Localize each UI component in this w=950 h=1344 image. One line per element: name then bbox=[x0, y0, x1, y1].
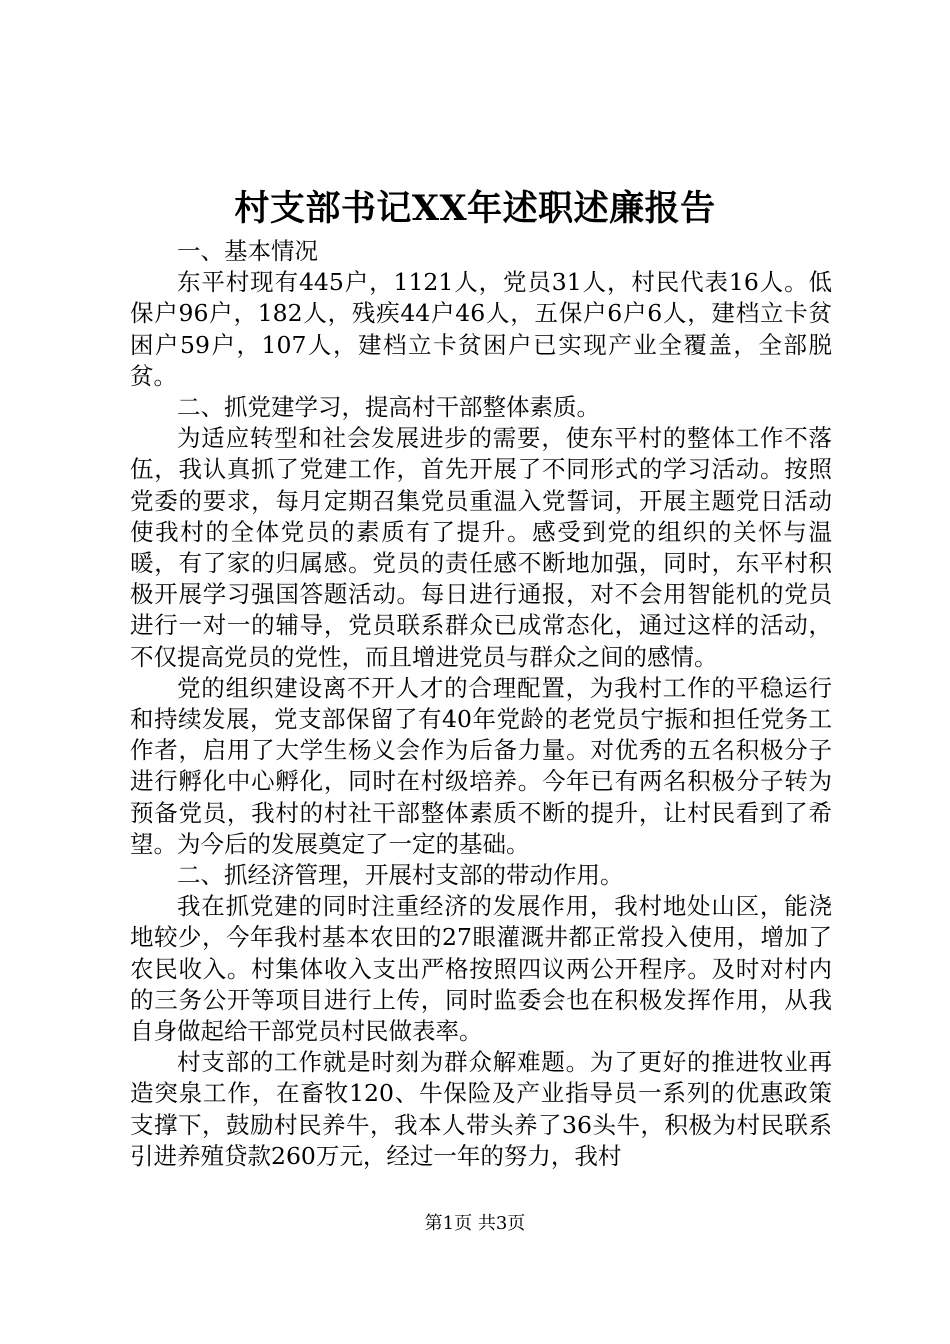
paragraph-basic-info: 东平村现有445户，1121人，党员31人，村民代表16人。低保户96户，182人，残疾44户46人，五保户6户6人，建档立卡贫困户59户，107人，建档立卡贫困户已实现产业全覆盖，全部脱贫。 bbox=[130, 268, 832, 390]
section-heading-party-building: 二、抓党建学习，提高村干部整体素质。 bbox=[177, 393, 600, 422]
page-footer: 第1页 共3页 bbox=[424, 1213, 526, 1234]
section-heading-basic-info: 一、基本情况 bbox=[177, 237, 318, 265]
document-body bbox=[130, 236, 832, 1172]
paragraph-party-study: 为适应转型和社会发展进步的需要，使东平村的整体工作不落伍，我认真抓了党建工作，首先开展了不同形式的学习活动。按照党委的要求，每月定期召集党员重温入党誓词，开展主题党日活动使我村的全体党员的素质有了提升。感受到党的组织的关怀与温暖，有了家的归属感。党员的责任感不断地加强，同时，东平村积极开展学习强国答题活动。每日进行通报，对不会用智能机的党员进行一对一的辅导，党员联系群众已成常态化，通过这样的活动，不仅提高党员的党性，而且增进党员与群众之间的感情。 bbox=[130, 424, 832, 671]
document-title: 村支部书记XX年述职述廉报告 bbox=[234, 188, 716, 229]
paragraph-economy: 我在抓党建的同时注重经济的发展作用，我村地处山区，能浇地较少，今年我村基本农田的27眼灌溉井都正常投入使用，增加了农民收入。村集体收入支出严格按照四议两公开程序。及时对村内的三务公开等项目进行上传，同时监委会也在积极发挥作用，从我自身做起给干部党员村民做表率。 bbox=[130, 892, 832, 1046]
section-heading-economy: 二、抓经济管理，开展村支部的带动作用。 bbox=[177, 861, 624, 890]
paragraph-party-organization: 党的组织建设离不开人才的合理配置，为我村工作的平稳运行和持续发展，党支部保留了有40年党龄的老党员宁振和担任党务工作者，启用了大学生杨义会作为后备力量。对优秀的五名积极分子进行孵化中心孵化，同时在村级培养。今年已有两名积极分子转为预备党员，我村的村社干部整体素质不断的提升，让村民看到了希望。为今后的发展奠定了一定的基础。 bbox=[130, 673, 832, 858]
paragraph-livestock: 村支部的工作就是时刻为群众解难题。为了更好的推进牧业再造突泉工作，在畜牧120、牛保险及产业指导员一系列的优惠政策支撑下，鼓励村民养牛，我本人带头养了36头牛，积极为村民联系引进养殖贷款260万元，经过一年的努力，我村 bbox=[130, 1048, 832, 1170]
